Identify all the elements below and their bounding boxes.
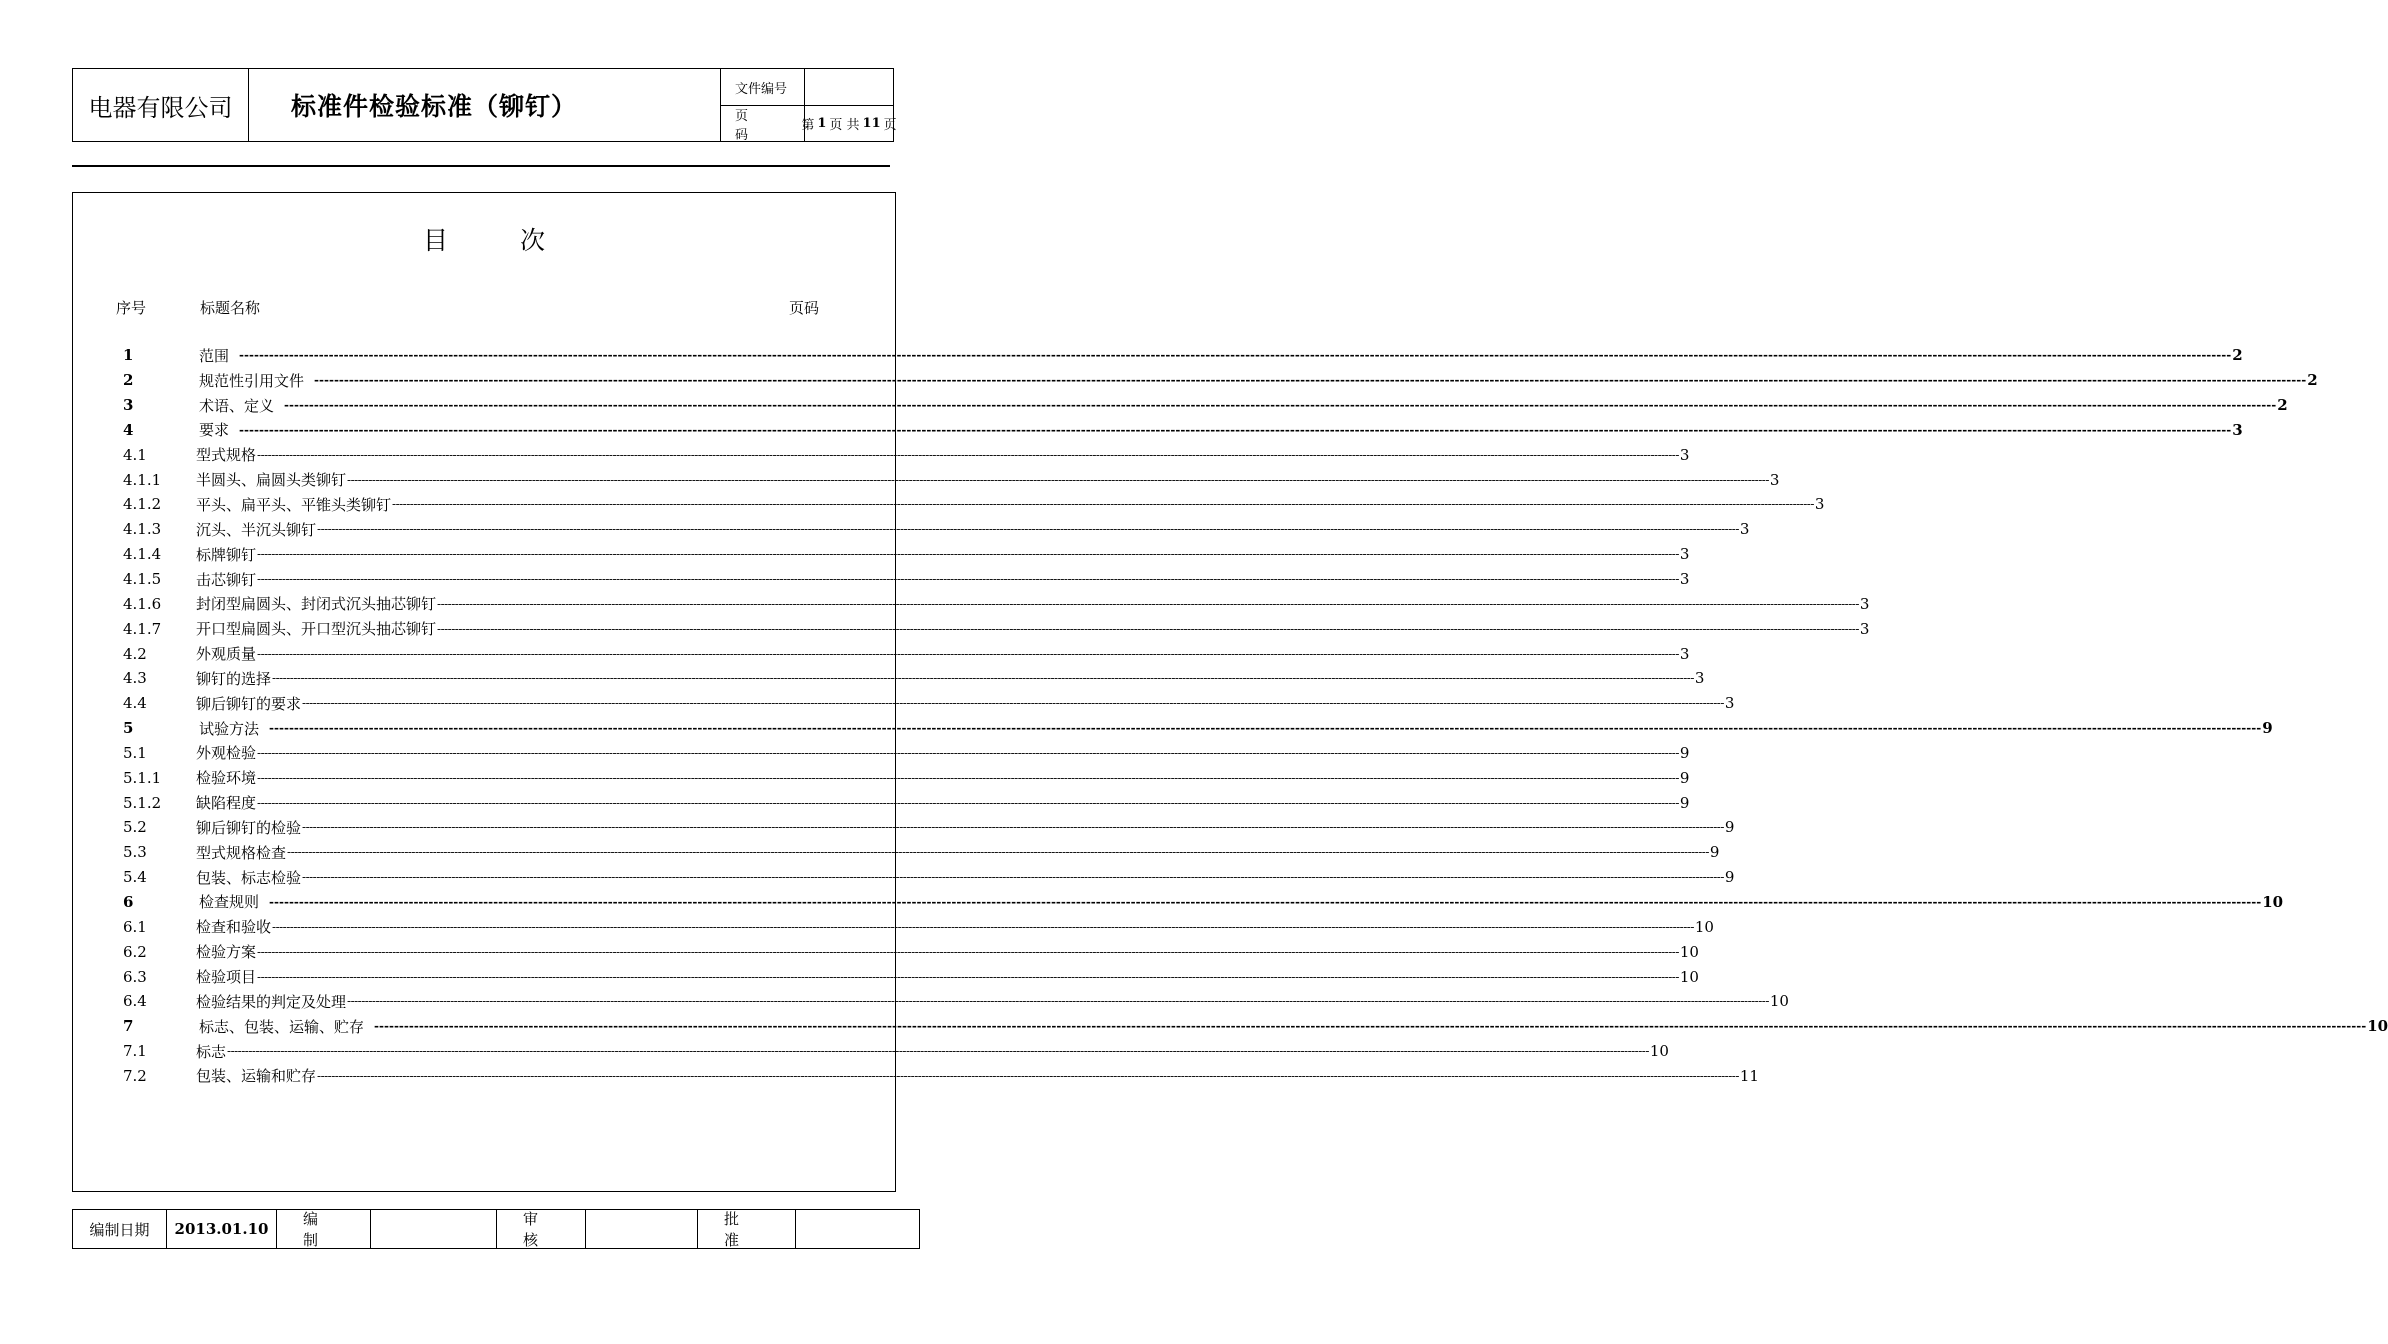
toc-row-leader: ---------------------------------------------------------------------------------------------------------------------------------------------------------------------------------------------------------------------------------------------------------------------------------------------------------------------------------------------------------------------------------------------------------------- xyxy=(437,621,1859,636)
toc-row-number: 4 xyxy=(123,420,134,439)
date-value: 2013.01.10 xyxy=(167,1210,277,1248)
toc-row-leader: ---------------------------------------------------------------------------------------------------------------------------------------------------------------------------------------------------------------------------------------------------------------------------------------------------------------------------------------------------------------------------------------------------------------- xyxy=(269,894,2262,909)
toc-row-leader: ---------------------------------------------------------------------------------------------------------------------------------------------------------------------------------------------------------------------------------------------------------------------------------------------------------------------------------------------------------------------------------------------------------------- xyxy=(257,547,1679,562)
toc-row-number: 6 xyxy=(123,892,134,911)
header-table xyxy=(72,68,897,143)
toc-row-leader: ---------------------------------------------------------------------------------------------------------------------------------------------------------------------------------------------------------------------------------------------------------------------------------------------------------------------------------------------------------------------------------------------------------------- xyxy=(302,820,1724,835)
toc-row xyxy=(123,517,1750,542)
toc-row-leader: ---------------------------------------------------------------------------------------------------------------------------------------------------------------------------------------------------------------------------------------------------------------------------------------------------------------------------------------------------------------------------------------------------------------- xyxy=(317,1068,1739,1083)
toc-row-number: 5.4 xyxy=(123,868,147,887)
toc-row-page: 3 xyxy=(1694,669,1705,688)
toc-row-title: 检验结果的判定及处理 xyxy=(196,992,347,1011)
toc-row-page: 9 xyxy=(1679,743,1690,762)
toc-row-page: 9 xyxy=(1724,868,1735,887)
toc-row-title: 检查规则 xyxy=(199,893,260,912)
toc-row-title: 术语、定义 xyxy=(199,396,275,415)
toc-row-title: 规范性引用文件 xyxy=(199,371,305,390)
page-total: 11 xyxy=(862,116,881,131)
toc-row-title: 型式规格检查 xyxy=(196,843,287,862)
toc-row-title: 半圆头、扁圆头类铆钉 xyxy=(196,471,347,490)
toc-row-leader: ---------------------------------------------------------------------------------------------------------------------------------------------------------------------------------------------------------------------------------------------------------------------------------------------------------------------------------------------------------------------------------------------------------------- xyxy=(284,398,2277,413)
toc-row xyxy=(123,492,1825,517)
toc-row-page: 3 xyxy=(1814,495,1825,514)
toc-row-number: 5.1.2 xyxy=(123,793,162,812)
toc-row-title: 标志、包装、运输、贮存 xyxy=(199,1017,365,1036)
toc-row-number: 4.1.2 xyxy=(123,495,162,514)
toc-row-leader: ---------------------------------------------------------------------------------------------------------------------------------------------------------------------------------------------------------------------------------------------------------------------------------------------------------------------------------------------------------------------------------------------------------------- xyxy=(257,944,1679,959)
toc-row-leader: ---------------------------------------------------------------------------------------------------------------------------------------------------------------------------------------------------------------------------------------------------------------------------------------------------------------------------------------------------------------------------------------------------------------- xyxy=(227,1044,1649,1059)
toc-row-page: 3 xyxy=(1679,570,1690,589)
toc-row-page: 9 xyxy=(2262,719,2273,738)
toc-row-number: 4.2 xyxy=(123,644,147,663)
toc-row-page: 9 xyxy=(1724,818,1735,837)
toc-row-number: 6.1 xyxy=(123,917,147,936)
toc-row-title: 铆后铆钉的要求 xyxy=(196,694,302,713)
toc-row-leader: ---------------------------------------------------------------------------------------------------------------------------------------------------------------------------------------------------------------------------------------------------------------------------------------------------------------------------------------------------------------------------------------------------------------- xyxy=(317,522,1739,537)
compiler-label-text: 编制 xyxy=(303,1210,345,1249)
toc-row-page: 10 xyxy=(1769,992,1789,1011)
toc-row xyxy=(123,765,1690,790)
toc-row-title: 检验环境 xyxy=(196,769,257,788)
toc-row-leader: ---------------------------------------------------------------------------------------------------------------------------------------------------------------------------------------------------------------------------------------------------------------------------------------------------------------------------------------------------------------------------------------------------------------- xyxy=(437,596,1859,611)
toc-row-number: 4.3 xyxy=(123,669,147,688)
toc-row xyxy=(123,567,1690,592)
toc-row-number: 4.1.4 xyxy=(123,545,162,564)
toc-row-leader: ---------------------------------------------------------------------------------------------------------------------------------------------------------------------------------------------------------------------------------------------------------------------------------------------------------------------------------------------------------------------------------------------------------------- xyxy=(347,472,1769,487)
toc-row-page: 2 xyxy=(2307,371,2318,390)
toc-row-number: 5.2 xyxy=(123,818,147,837)
compiler-label xyxy=(277,1210,371,1248)
toc-row-leader: ---------------------------------------------------------------------------------------------------------------------------------------------------------------------------------------------------------------------------------------------------------------------------------------------------------------------------------------------------------------------------------------------------------------- xyxy=(239,348,2232,363)
page-label: 页码 xyxy=(721,106,805,141)
toc-row xyxy=(123,343,2243,368)
toc-row-leader: ---------------------------------------------------------------------------------------------------------------------------------------------------------------------------------------------------------------------------------------------------------------------------------------------------------------------------------------------------------------------------------------------------------------- xyxy=(257,795,1679,810)
toc-row-leader: ---------------------------------------------------------------------------------------------------------------------------------------------------------------------------------------------------------------------------------------------------------------------------------------------------------------------------------------------------------------------------------------------------------------- xyxy=(287,845,1709,860)
approver-label xyxy=(698,1210,796,1248)
toc-row-leader: ---------------------------------------------------------------------------------------------------------------------------------------------------------------------------------------------------------------------------------------------------------------------------------------------------------------------------------------------------------------------------------------------------------------- xyxy=(272,671,1694,686)
toc-row-page: 11 xyxy=(1739,1066,1759,1085)
toc-row-page: 10 xyxy=(2262,892,2284,911)
doc-number-value xyxy=(805,69,893,106)
toc-row-page: 10 xyxy=(1694,917,1714,936)
toc-row-number: 5 xyxy=(123,719,134,738)
toc-row-title: 沉头、半沉头铆钉 xyxy=(196,520,317,539)
toc-row-page: 3 xyxy=(2232,420,2243,439)
toc-row xyxy=(123,989,1789,1014)
toc-row-number: 4.1.1 xyxy=(123,470,162,489)
toc-row xyxy=(123,591,1870,616)
reviewer-value xyxy=(586,1210,698,1248)
toc-row-title: 检验方案 xyxy=(196,943,257,962)
toc-row-title: 范围 xyxy=(199,346,230,365)
toc-box xyxy=(72,192,2388,1192)
toc-row-page: 3 xyxy=(1859,619,1870,638)
toc-row xyxy=(123,641,1690,666)
toc-row-page: 3 xyxy=(1739,520,1750,539)
toc-row-page: 9 xyxy=(1679,793,1690,812)
toc-row xyxy=(123,840,1720,865)
header-divider xyxy=(72,165,890,167)
toc-row xyxy=(123,442,1690,467)
toc-row-title: 检验项目 xyxy=(196,968,257,987)
toc-row-title: 检查和验收 xyxy=(196,918,272,937)
toc-row-page: 2 xyxy=(2232,346,2243,365)
toc-row-number: 6.4 xyxy=(123,992,147,1011)
toc-row-title: 要求 xyxy=(199,421,230,440)
page-middle: 页 共 xyxy=(829,118,860,133)
reviewer-label-text: 审核 xyxy=(523,1210,565,1249)
toc-row xyxy=(123,666,1705,691)
toc-row-page: 3 xyxy=(1769,470,1780,489)
page-suffix: 页 xyxy=(883,118,897,133)
toc-row-page: 3 xyxy=(1679,545,1690,564)
toc-row-leader: ---------------------------------------------------------------------------------------------------------------------------------------------------------------------------------------------------------------------------------------------------------------------------------------------------------------------------------------------------------------------------------------------------------------- xyxy=(374,1019,2367,1034)
toc-row-title: 包装、标志检验 xyxy=(196,868,302,887)
toc-row xyxy=(123,616,1870,641)
toc-row xyxy=(123,393,2288,418)
toc-row-page: 3 xyxy=(1679,445,1690,464)
toc-row-number: 4.1.6 xyxy=(123,594,162,613)
toc-row-number: 5.1 xyxy=(123,743,147,762)
toc-row-leader: ---------------------------------------------------------------------------------------------------------------------------------------------------------------------------------------------------------------------------------------------------------------------------------------------------------------------------------------------------------------------------------------------------------------- xyxy=(239,422,2232,437)
toc-row xyxy=(123,542,1690,567)
toc-row-title: 包装、运输和贮存 xyxy=(196,1067,317,1086)
toc-row-page: 3 xyxy=(1679,644,1690,663)
toc-row-title: 缺陷程度 xyxy=(196,794,257,813)
toc-row-number: 5.1.1 xyxy=(123,768,162,787)
toc-row-title: 试验方法 xyxy=(199,719,260,738)
toc-row-page: 10 xyxy=(1679,967,1699,986)
toc-row-number: 1 xyxy=(123,346,134,365)
toc-row xyxy=(123,815,1735,840)
toc-row-leader: ---------------------------------------------------------------------------------------------------------------------------------------------------------------------------------------------------------------------------------------------------------------------------------------------------------------------------------------------------------------------------------------------------------------- xyxy=(257,770,1679,785)
toc-row-leader: ---------------------------------------------------------------------------------------------------------------------------------------------------------------------------------------------------------------------------------------------------------------------------------------------------------------------------------------------------------------------------------------------------------------- xyxy=(269,721,2262,736)
toc-row xyxy=(123,368,2318,393)
toc-list xyxy=(123,343,2388,1088)
toc-row xyxy=(123,1014,2388,1039)
toc-row-title: 击芯铆钉 xyxy=(196,570,257,589)
toc-row-page: 10 xyxy=(1649,1042,1669,1061)
toc-row xyxy=(123,790,1690,815)
toc-row-page: 3 xyxy=(1724,694,1735,713)
toc-row-number: 7.1 xyxy=(123,1042,147,1061)
toc-row-number: 7.2 xyxy=(123,1066,147,1085)
page-current: 1 xyxy=(817,116,827,131)
toc-row-page: 9 xyxy=(1679,768,1690,787)
footer-table xyxy=(72,1209,920,1249)
toc-row-leader: ---------------------------------------------------------------------------------------------------------------------------------------------------------------------------------------------------------------------------------------------------------------------------------------------------------------------------------------------------------------------------------------------------------------- xyxy=(347,994,1769,1009)
reviewer-label xyxy=(497,1210,586,1248)
toc-col-title: 标题名称 xyxy=(200,299,261,317)
compiler-value xyxy=(371,1210,497,1248)
page-prefix: 第 xyxy=(801,118,815,133)
toc-row-number: 4.1.5 xyxy=(123,570,162,589)
toc-row-page: 10 xyxy=(2367,1017,2388,1036)
toc-row-title: 标志 xyxy=(196,1042,227,1061)
toc-row xyxy=(123,1039,1669,1064)
toc-row-leader: ---------------------------------------------------------------------------------------------------------------------------------------------------------------------------------------------------------------------------------------------------------------------------------------------------------------------------------------------------------------------------------------------------------------- xyxy=(257,969,1679,984)
approver-label-text: 批准 xyxy=(724,1210,766,1249)
toc-row-leader: ---------------------------------------------------------------------------------------------------------------------------------------------------------------------------------------------------------------------------------------------------------------------------------------------------------------------------------------------------------------------------------------------------------------- xyxy=(272,919,1694,934)
toc-row-title: 型式规格 xyxy=(196,446,257,465)
toc-row xyxy=(123,964,1699,989)
toc-title: 目次 xyxy=(422,226,617,255)
toc-row-number: 6.3 xyxy=(123,967,147,986)
toc-row xyxy=(123,691,1735,716)
toc-row-number: 6.2 xyxy=(123,942,147,961)
toc-row-title: 外观质量 xyxy=(196,645,257,664)
toc-row-title: 平头、扁平头、平锥头类铆钉 xyxy=(196,495,392,514)
toc-row-title: 铆后铆钉的检验 xyxy=(196,818,302,837)
toc-row-title: 标牌铆钉 xyxy=(196,545,257,564)
toc-row xyxy=(123,890,2284,915)
toc-row-leader: ---------------------------------------------------------------------------------------------------------------------------------------------------------------------------------------------------------------------------------------------------------------------------------------------------------------------------------------------------------------------------------------------------------------- xyxy=(302,696,1724,711)
company-name: 电器有限公司 xyxy=(73,69,249,141)
toc-col-page: 页码 xyxy=(789,299,820,317)
toc-row-page: 3 xyxy=(1859,594,1870,613)
toc-row-leader: ---------------------------------------------------------------------------------------------------------------------------------------------------------------------------------------------------------------------------------------------------------------------------------------------------------------------------------------------------------------------------------------------------------------- xyxy=(314,373,2307,388)
toc-row-number: 5.3 xyxy=(123,843,147,862)
toc-row-page: 2 xyxy=(2277,396,2288,415)
toc-row xyxy=(123,418,2243,443)
toc-row-leader: ---------------------------------------------------------------------------------------------------------------------------------------------------------------------------------------------------------------------------------------------------------------------------------------------------------------------------------------------------------------------------------------------------------------- xyxy=(257,447,1679,462)
toc-row-leader: ---------------------------------------------------------------------------------------------------------------------------------------------------------------------------------------------------------------------------------------------------------------------------------------------------------------------------------------------------------------------------------------------------------------- xyxy=(302,870,1724,885)
toc-row-number: 3 xyxy=(123,396,134,415)
toc-row-leader: ---------------------------------------------------------------------------------------------------------------------------------------------------------------------------------------------------------------------------------------------------------------------------------------------------------------------------------------------------------------------------------------------------------------- xyxy=(257,572,1679,587)
date-label: 编制日期 xyxy=(73,1210,167,1248)
toc-row-title: 铆钉的选择 xyxy=(196,669,272,688)
toc-row-leader: ---------------------------------------------------------------------------------------------------------------------------------------------------------------------------------------------------------------------------------------------------------------------------------------------------------------------------------------------------------------------------------------------------------------- xyxy=(257,646,1679,661)
toc-row xyxy=(123,1063,1759,1088)
toc-row-number: 7 xyxy=(123,1017,134,1036)
toc-row-number: 4.1.7 xyxy=(123,619,162,638)
toc-row xyxy=(123,716,2273,741)
toc-col-number: 序号 xyxy=(116,299,147,317)
toc-row xyxy=(123,467,1780,492)
toc-row-number: 4.1 xyxy=(123,445,147,464)
approver-value xyxy=(796,1210,919,1248)
toc-row xyxy=(123,914,1714,939)
toc-row-page: 9 xyxy=(1709,843,1720,862)
toc-row-number: 4.1.3 xyxy=(123,520,162,539)
toc-row-leader: ---------------------------------------------------------------------------------------------------------------------------------------------------------------------------------------------------------------------------------------------------------------------------------------------------------------------------------------------------------------------------------------------------------------- xyxy=(257,745,1679,760)
toc-row-number: 2 xyxy=(123,371,134,390)
toc-row xyxy=(123,939,1699,964)
toc-row-title: 封闭型扁圆头、封闭式沉头抽芯铆钉 xyxy=(196,595,437,614)
document-title: 标准件检验标准（铆钉） xyxy=(249,69,721,141)
toc-row xyxy=(123,865,1735,890)
toc-row-leader: ---------------------------------------------------------------------------------------------------------------------------------------------------------------------------------------------------------------------------------------------------------------------------------------------------------------------------------------------------------------------------------------------------------------- xyxy=(392,497,1814,512)
page-indicator xyxy=(801,106,897,141)
toc-row-page: 10 xyxy=(1679,942,1699,961)
toc-row-title: 外观检验 xyxy=(196,744,257,763)
toc-row xyxy=(123,741,1690,766)
doc-number-label: 文件编号 xyxy=(721,69,805,106)
toc-row-title: 开口型扁圆头、开口型沉头抽芯铆钉 xyxy=(196,620,437,639)
toc-row-number: 4.4 xyxy=(123,694,147,713)
